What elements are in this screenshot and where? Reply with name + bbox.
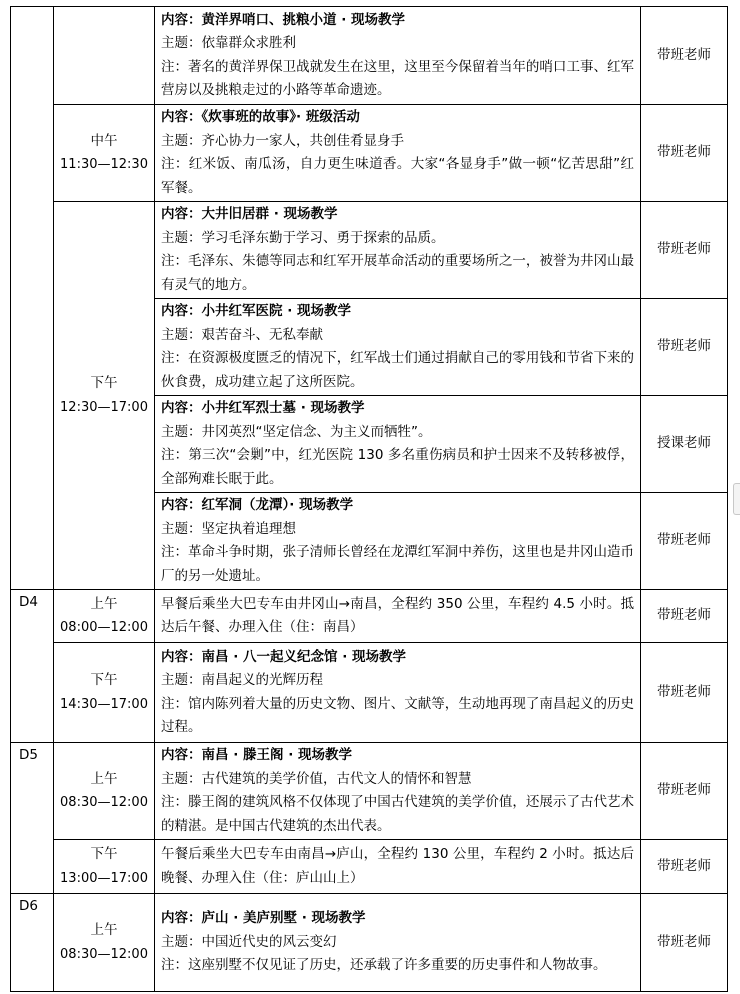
time-cell (54, 743, 155, 840)
time-period: 下午 (90, 375, 118, 391)
activity-theme: 主题：南昌起义的光辉历程 (161, 672, 323, 688)
day-cell (11, 7, 54, 590)
table-row (11, 840, 728, 894)
time-range: 14:30—17:00 (60, 696, 148, 712)
activity-note: 注：这座别墅不仅见证了历史，还承载了许多重要的历史事件和人物故事。 (161, 957, 607, 974)
activity-title: 内容：南昌 · 滕王阁 · 现场教学 (161, 747, 353, 763)
time-period: 上午 (90, 595, 118, 612)
activity-theme: 主题：井冈英烈“坚定信念、为主义而牺牲”。 (161, 423, 432, 440)
teacher-cell: 带班老师 (641, 7, 728, 105)
schedule-table (10, 6, 728, 992)
table-row (11, 590, 728, 643)
content-cell (155, 396, 641, 493)
content-cell (155, 743, 641, 840)
day-cell: D6 (11, 894, 54, 992)
activity-note: 注：毛泽东、朱德等同志和红军开展革命活动的重要场所之一，被誉为井冈山最有灵气的地方。 (161, 253, 634, 293)
table-row (11, 894, 728, 992)
activity-title: 内容：《炊事班的故事》· 班级活动 (161, 109, 360, 125)
content-cell (155, 105, 641, 202)
activity-note: 注：红米饭、南瓜汤，自力更生味道香。大家“各显身手”做一顿“忆苦思甜”红军餐。 (161, 156, 634, 196)
time-period: 上午 (90, 922, 118, 938)
activity-note: 注：革命斗争时期，张子清师长曾经在龙潭红军洞中养伤，这里也是井冈山造币厂的另一处遗址。 (161, 544, 634, 584)
time-period: 下午 (90, 672, 118, 688)
teacher-cell: 带班老师 (641, 493, 728, 590)
activity-title: 内容：红军洞（龙潭）· 现场教学 (161, 497, 354, 513)
time-range: 08:00—12:00 (60, 620, 148, 635)
teacher-cell: 授课老师 (641, 396, 728, 493)
side-scroll-handle[interactable] (733, 483, 740, 515)
content-cell (155, 643, 641, 743)
content-cell (155, 299, 641, 396)
time-range: 08:30—12:00 (60, 946, 148, 962)
activity-title: 内容：小井红军医院 · 现场教学 (161, 303, 352, 319)
activity-theme: 主题：古代建筑的美学价值，古代文人的情怀和智慧 (161, 770, 472, 787)
time-period: 中午 (90, 132, 118, 149)
time-range: 12:30—17:00 (60, 399, 148, 415)
activity-note: 注：第三次“会剿”中，红光医院 130 多名重伤病员和护士因来不及转移被俘，全部殉难长眠于此。 (161, 447, 634, 487)
day-cell: D4 (11, 590, 54, 743)
time-range: 08:30—12:00 (60, 795, 148, 810)
activity-title: 内容：小井红军烈士墓 · 现场教学 (161, 400, 365, 416)
table-row (11, 105, 728, 202)
time-range: 13:00—17:00 (60, 870, 148, 886)
teacher-cell: 带班老师 (641, 643, 728, 743)
teacher-cell: 带班老师 (641, 202, 728, 299)
teacher-cell: 带班老师 (641, 105, 728, 202)
time-cell (54, 840, 155, 894)
activity-title: 内容：大井旧居群 · 现场教学 (161, 206, 338, 222)
time-cell (54, 590, 155, 643)
activity-title: 内容：庐山 · 美庐别墅 · 现场教学 (161, 910, 366, 927)
activity-note: 注：著名的黄洋界保卫战就发生在这里，这里至今保留着当年的哨口工事、红军营房以及挑粮走过的小路等革命遗迹。 (161, 58, 634, 98)
teacher-cell: 带班老师 (641, 590, 728, 643)
teacher-cell: 带班老师 (641, 894, 728, 992)
activity-note: 注：馆内陈列着大量的历史文物、图片、文献等，生动地再现了南昌起义的历史过程。 (161, 695, 634, 735)
activity-theme: 主题：坚定执着追理想 (161, 520, 296, 537)
activity-note: 注：在资源极度匮乏的情况下，红军战士们通过捐献自己的零用钱和节省下来的伙食费，成功建立起了这所医院。 (161, 350, 634, 390)
table-row (11, 743, 728, 840)
activity-note: 注：滕王阁的建筑风格不仅体现了中国古代建筑的美学价值，还展示了古代艺术的精湛。是中国古代建筑的杰出代表。 (161, 794, 634, 834)
content-cell (155, 894, 641, 992)
teacher-cell: 带班老师 (641, 840, 728, 894)
content-cell (155, 840, 641, 894)
time-cell (54, 7, 155, 105)
content-cell (155, 493, 641, 590)
table-row (11, 202, 728, 299)
time-period: 上午 (90, 770, 118, 787)
content-cell (155, 202, 641, 299)
activity-theme: 主题：学习毛泽东勤于学习、勇于探索的品质。 (161, 229, 445, 246)
time-cell (54, 105, 155, 202)
time-range: 11:30—12:30 (60, 157, 148, 172)
teacher-cell: 带班老师 (641, 299, 728, 396)
time-cell (54, 643, 155, 743)
activity-title: 内容：黄洋界哨口、挑粮小道 · 现场教学 (161, 11, 406, 28)
content-cell (155, 590, 641, 643)
activity-text: 早餐后乘坐大巴专车由井冈山→南昌，全程约 350 公里，车程约 4.5 小时。抵达后午餐、办理入住（住：南昌） (161, 595, 634, 635)
activity-theme: 主题：艰苦奋斗、无私奉献 (161, 326, 323, 343)
teacher-cell: 带班老师 (641, 743, 728, 840)
activity-theme: 主题：齐心协力一家人，共创佳肴显身手 (161, 132, 404, 149)
activity-title: 内容：南昌 · 八一起义纪念馆 · 现场教学 (161, 648, 407, 665)
time-period: 下午 (90, 846, 118, 862)
time-cell (54, 894, 155, 992)
activity-theme: 主题：依靠群众求胜利 (161, 35, 296, 51)
table-row (11, 7, 728, 105)
day-cell: D5 (11, 743, 54, 894)
content-cell (155, 7, 641, 105)
table-row (11, 643, 728, 743)
time-cell (54, 202, 155, 590)
activity-text: 午餐后乘坐大巴专车由南昌→庐山，全程约 130 公里，车程约 2 小时。抵达后晚餐、办理入住（住：庐山山上） (161, 846, 634, 886)
activity-theme: 主题：中国近代史的风云变幻 (161, 933, 337, 950)
